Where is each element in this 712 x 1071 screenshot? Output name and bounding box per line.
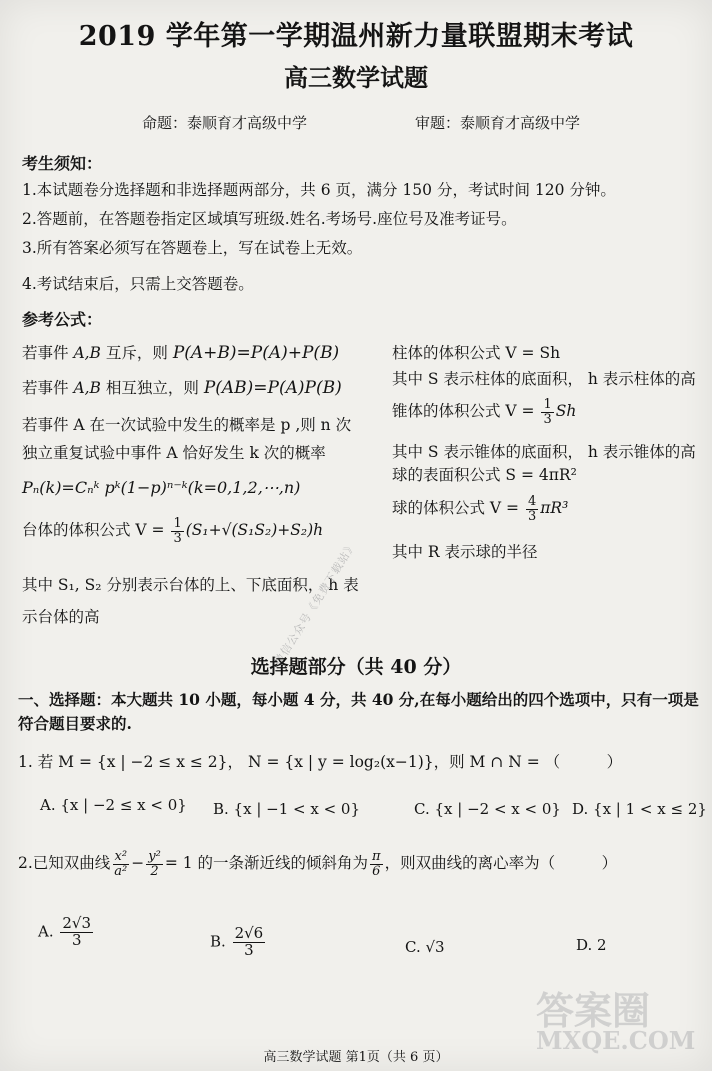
question-2-option-b: B. $\frac{2√6}{3}$ <box>210 924 264 959</box>
setter-info: 命题：泰顺育才高级中学 <box>142 114 308 132</box>
formula-binomial-text: 若事件 A 在一次试验中发生的概率是 p ,则 n 次 <box>22 416 352 434</box>
question-1-stem: 1. 若 M = {x | −2 ≤ x ≤ 2}， N = {x | y = log₂(x−1)}，则 M ∩ N = （ ） <box>18 753 623 771</box>
formulas-heading: 参考公式： <box>22 310 103 329</box>
exam-title: 2019 学年第一学期温州新力量联盟期末考试 <box>78 21 634 52</box>
formula-prism-note: 其中 S 表示柱体的底面积， h 表示柱体的高 <box>392 370 696 388</box>
exam-subtitle: 高三数学试题 <box>284 63 428 92</box>
question-1-option-d: D. {x | 1 < x ≤ 2} <box>572 800 707 818</box>
formula-sphere-area: 球的表面积公式 S = 4πR² <box>392 466 577 484</box>
reviewer-info: 审题：泰顺育才高级中学 <box>415 114 581 132</box>
stamp-logo-text: 答案圈 <box>536 988 651 1033</box>
formula-independent: 若事件 A,B 相互独立，则 P(AB)=P(A)P(B) <box>22 378 342 398</box>
formula-binomial: Pₙ(k)=Cₙᵏ pᵏ(1−p)ⁿ⁻ᵏ(k=0,1,2,⋯,n) <box>22 478 301 497</box>
stamp-logo-url: MXQE.COM <box>536 1026 696 1055</box>
formula-binomial-text: 独立重复试验中事件 A 恰好发生 k 次的概率 <box>22 444 326 462</box>
notice-item: 1.本试题卷分选择题和非选择题两部分，共 6 页，满分 150 分，考试时间 120 分钟。 <box>22 181 616 199</box>
question-2-option-c: C. √3 <box>405 938 445 956</box>
formula-sphere-note: 其中 R 表示球的半径 <box>392 543 538 561</box>
notice-heading: 考生须知： <box>22 154 103 173</box>
watermark-text: 微信公众号《免费下载站》 <box>271 538 360 668</box>
formula-frustum-volume: 台体的体积公式 V = $\frac{1}{3}$ (S₁+√(S₁S₂)+S₂)h <box>22 516 324 546</box>
question-2-option-a: A. $\frac{2√3}{3}$ <box>38 914 92 949</box>
formula-prism-volume: 柱体的体积公式 V = Sh <box>392 344 561 362</box>
formula-mutually-exclusive: 若事件 A,B 互斥，则 P(A+B)=P(A)+P(B) <box>22 343 340 363</box>
question-1-option-a: A. {x | −2 ≤ x < 0} <box>40 796 187 814</box>
formula-sphere-volume: 球的体积公式 V = $\frac{4}{3}$ πR³ <box>392 494 569 524</box>
notice-item: 2.答题前，在答题卷指定区域填写班级.姓名.考场号.座位号及准考证号。 <box>22 210 517 228</box>
formula-cone-note: 其中 S 表示锥体的底面积， h 表示锥体的高 <box>392 443 696 461</box>
question-2-option-d: D. 2 <box>576 936 607 954</box>
question-1-option-b: B. {x | −1 < x < 0} <box>213 800 361 818</box>
notice-item: 3.所有答案必须写在答题卷上，写在试卷上无效。 <box>22 239 363 257</box>
section-title: 选择题部分（共 40 分） <box>250 656 462 678</box>
formula-cone-volume: 锥体的体积公式 V = $\frac{1}{3}$ Sh <box>392 397 577 427</box>
section-intro: 符合题目要求的. <box>18 714 132 733</box>
formula-frustum-note: 示台体的高 <box>22 608 100 626</box>
question-2-stem: 2.已知双曲线 $\frac{\text{x²}}{\text{a²}}$ − $\frac{\text{y²}}{2}$ = 1 的一条渐近线的倾斜角为 $\frac{\pi}{6}$ ，则双曲线的离心率为（ ） <box>18 849 618 879</box>
question-1-option-c: C. {x | −2 < x < 0} <box>414 800 561 818</box>
formula-frustum-note: 其中 S₁, S₂ 分别表示台体的上、下底面积， h 表 <box>22 576 359 594</box>
section-intro: 一、选择题：本大题共 10 小题，每小题 4 分，共 40 分,在每小题给出的四个选项中，只有一项是 <box>18 690 699 709</box>
notice-item: 4.考试结束后，只需上交答题卷。 <box>22 275 254 293</box>
page-footer: 高三数学试题 第1页（共 6 页） <box>263 1050 449 1065</box>
